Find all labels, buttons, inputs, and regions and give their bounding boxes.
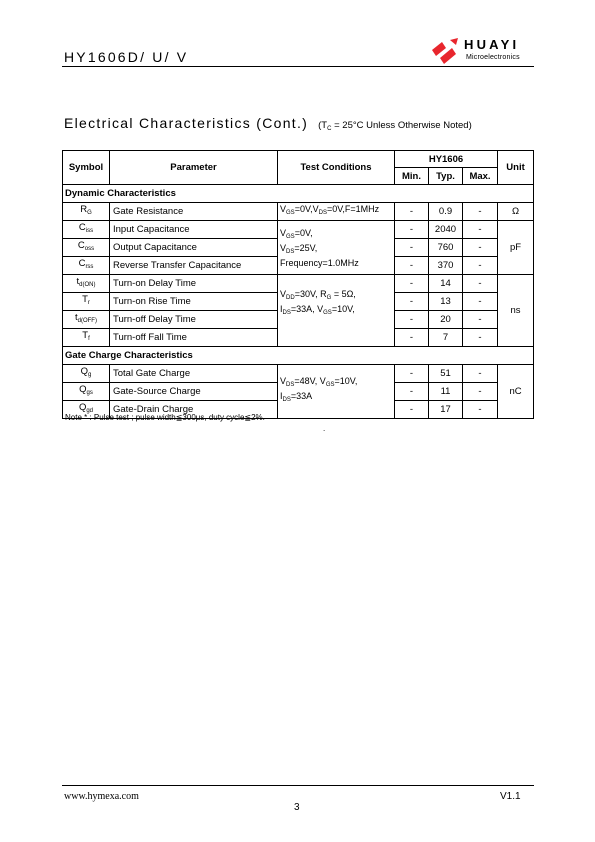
section-title <box>64 115 472 133</box>
min-cell: - <box>395 221 429 239</box>
typ-cell: 51 <box>429 365 463 383</box>
table-row <box>63 203 534 221</box>
page-number: 3 <box>294 802 300 813</box>
footnote: Note * : Pulse test ; pulse width≦300μs, duty cycle≦2%. <box>65 413 265 422</box>
typ-cell: 13 <box>429 293 463 311</box>
header-parameter: Parameter <box>110 151 278 185</box>
section-condition: ($T_C = 25^\circ C$ Unless Otherwise Noted) <box>318 120 472 132</box>
max-cell: - <box>463 239 498 257</box>
min-cell: - <box>395 401 429 419</box>
typ-cell: 7 <box>429 329 463 347</box>
parameter-cell: Turn-off Delay Time <box>110 311 278 329</box>
typ-cell: 14 <box>429 275 463 293</box>
parameter-cell: Gate Resistance <box>110 203 278 221</box>
condition-cell: $V_{DS}=48V$, $V_{GS}=10V$, $I_{DS}=33A$ <box>278 365 395 419</box>
min-cell: - <box>395 329 429 347</box>
header-typ: Typ. <box>429 168 463 185</box>
parameter-cell: Turn-on Delay Time <box>110 275 278 293</box>
parameter-cell: Total Gate Charge <box>110 365 278 383</box>
min-cell: - <box>395 365 429 383</box>
min-cell: - <box>395 293 429 311</box>
max-cell: - <box>463 275 498 293</box>
symbol-cell: $Q_{gd}$ <box>63 401 110 419</box>
symbol-cell: $C_{rss}$ <box>63 257 110 275</box>
typ-cell: 20 <box>429 311 463 329</box>
typ-cell: 2040 <box>429 221 463 239</box>
symbol-cell: $Q_{gs}$ <box>63 383 110 401</box>
logo-brand-text: HUAYI <box>464 37 520 52</box>
part-number: HY1606D/ U/ V <box>64 49 189 65</box>
header-max: Max. <box>463 168 498 185</box>
parameter-cell: Turn-off Fall Time <box>110 329 278 347</box>
parameter-cell: Reverse Transfer Capacitance <box>110 257 278 275</box>
condition-cell: $V_{GS}=0V,V_{DS}=0V,F=1MHz$ <box>278 203 395 221</box>
version-label: V1.1 <box>500 791 521 802</box>
max-cell: - <box>463 257 498 275</box>
max-cell: - <box>463 401 498 419</box>
company-logo <box>430 36 534 70</box>
header-device: HY1606 <box>395 151 498 168</box>
min-cell: - <box>395 239 429 257</box>
logo-sub-text: Microelectronics <box>466 54 520 61</box>
min-cell: - <box>395 275 429 293</box>
max-cell: - <box>463 365 498 383</box>
min-cell: - <box>395 311 429 329</box>
parameter-cell: Gate-Drain Charge <box>110 401 278 419</box>
symbol-cell: $Q_g$ <box>63 365 110 383</box>
header-divider <box>62 66 534 67</box>
min-cell: - <box>395 383 429 401</box>
table-row <box>63 275 534 293</box>
symbol-cell: $T_f$ <box>63 329 110 347</box>
typ-cell: 11 <box>429 383 463 401</box>
huayi-logo-icon <box>430 36 462 68</box>
unit-cell: pF <box>498 221 534 275</box>
symbol-cell: $R_G$ <box>63 203 110 221</box>
group-title-dynamic: Dynamic Characteristics <box>63 185 534 203</box>
symbol-cell: $t_{d(OFF)}$ <box>63 311 110 329</box>
website-link[interactable]: www.hymexa.com <box>64 791 139 802</box>
stray-mark: . <box>323 424 326 433</box>
header-test-conditions: Test Conditions <box>278 151 395 185</box>
parameter-cell: Turn-on Rise Time <box>110 293 278 311</box>
max-cell: - <box>463 329 498 347</box>
footer-divider <box>62 785 534 786</box>
typ-cell: 0.9 <box>429 203 463 221</box>
table-row <box>63 365 534 383</box>
condition-cell: $V_{DD}=30V$, $R_G = 5\Omega$, $I_{DS}=33A$, $V_{GS}=10V$, <box>278 275 395 347</box>
max-cell: - <box>463 383 498 401</box>
max-cell: - <box>463 221 498 239</box>
min-cell: - <box>395 203 429 221</box>
typ-cell: 760 <box>429 239 463 257</box>
unit-cell: ns <box>498 275 534 347</box>
header-min: Min. <box>395 168 429 185</box>
typ-cell: 17 <box>429 401 463 419</box>
unit-cell: nC <box>498 365 534 419</box>
group-title-gate-charge: Gate Charge Characteristics <box>63 347 534 365</box>
symbol-cell: $T_r$ <box>63 293 110 311</box>
max-cell: - <box>463 293 498 311</box>
max-cell: - <box>463 311 498 329</box>
parameter-cell: Gate-Source Charge <box>110 383 278 401</box>
header-unit: Unit <box>498 151 534 185</box>
table-row <box>63 221 534 239</box>
min-cell: - <box>395 257 429 275</box>
typ-cell: 370 <box>429 257 463 275</box>
max-cell: - <box>463 203 498 221</box>
symbol-cell: $t_{d(ON)}$ <box>63 275 110 293</box>
symbol-cell: $C_{oss}$ <box>63 239 110 257</box>
parameter-cell: Input Capacitance <box>110 221 278 239</box>
section-title-text: Electrical Characteristics (Cont.) <box>64 115 309 131</box>
unit-cell: Ω <box>498 203 534 221</box>
parameter-cell: Output Capacitance <box>110 239 278 257</box>
electrical-characteristics-table <box>62 150 534 419</box>
symbol-cell: $C_{iss}$ <box>63 221 110 239</box>
condition-cell: $V_{GS}=0V$, $V_{DS}=25V$, Frequency=1.0MHz <box>278 221 395 275</box>
header-symbol: Symbol <box>63 151 110 185</box>
